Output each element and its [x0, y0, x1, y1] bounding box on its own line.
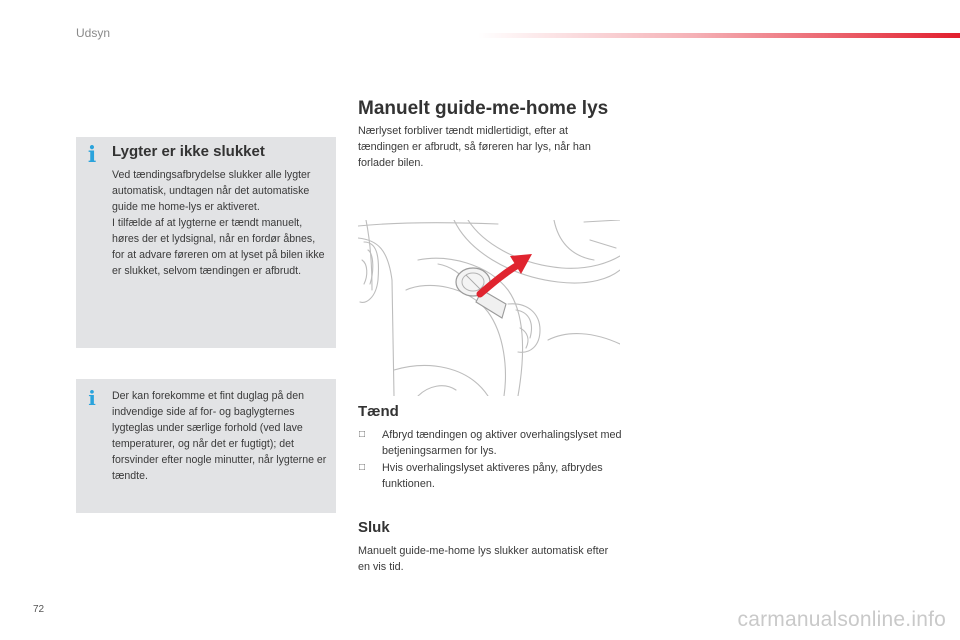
watermark: carmanualsonline.info: [737, 608, 946, 631]
list-item: [358, 460, 626, 492]
info-icon: i: [88, 386, 96, 410]
checkbox-bullet-icon: □: [359, 429, 366, 440]
header-accent-bar: [478, 33, 960, 38]
info-box-paragraph-1: Ved tændingsafbrydelse slukker alle lygter automatisk, undtagen når det automatiske guide me home-lys er aktiveret.: [112, 169, 311, 213]
off-text: Manuelt guide-me-home lys slukker automatisk efter en vis tid.: [358, 545, 609, 573]
info-box-lights-not-off: [76, 137, 336, 348]
list-item-text: Afbryd tændingen og aktiver overhalingslyset med betjeningsarmen for lys.: [382, 429, 622, 457]
off-heading: Sluk: [358, 519, 390, 536]
intro-text: Nærlyset forbliver tændt midlertidigt, efter at tændingen er afbrudt, så føreren har lys, når han forlader bilen.: [358, 125, 591, 169]
info-box-text: [112, 388, 330, 484]
info-box-paragraph-2: I tilfælde af at lygterne er tændt manuelt, høres der et lydsignal, når en fordør åbnes, for at advare føreren om at lyset på bilen ikke er slukket, selvom tændingen er afbrudt.: [112, 217, 325, 277]
steering-column-light-stalk-illustration: [358, 220, 620, 396]
on-heading: Tænd: [358, 403, 399, 420]
info-box-heading: Lygter er ikke slukket: [112, 143, 265, 160]
on-steps-list: [358, 427, 626, 493]
info-box-condensation: [76, 379, 336, 513]
section-title: Udsyn: [76, 26, 111, 40]
list-item-text: Hvis overhalingslyset aktiveres påny, afbrydes funktionen.: [382, 462, 603, 490]
list-item: [358, 427, 626, 459]
info-icon: i: [87, 142, 97, 168]
main-heading: Manuelt guide-me-home lys: [358, 98, 609, 119]
info-box-paragraph: Der kan forekomme et fint duglag på den indvendige side af for- og baglygternes lygteglas under særlige forhold (ved lave temperaturer, og når det er fugtigt); det forsvinder efter nogle minutter, når lygterne er tændte.: [112, 390, 327, 482]
info-box-text: [112, 167, 327, 279]
checkbox-bullet-icon: □: [359, 462, 366, 473]
page-number: 72: [33, 604, 45, 615]
